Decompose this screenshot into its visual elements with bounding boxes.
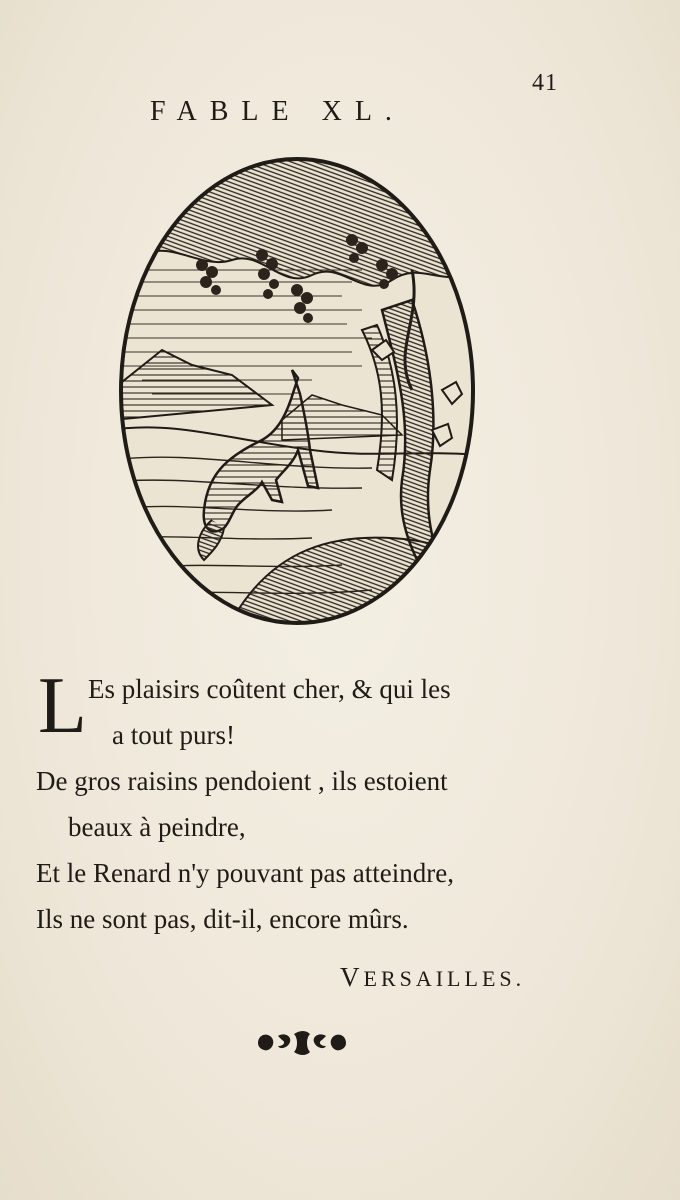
verse-line-2: a tout purs! xyxy=(112,720,235,750)
fable-text xyxy=(36,662,576,942)
tailpiece-ornament-icon xyxy=(254,1028,350,1058)
verse-line-4: beaux à peindre, xyxy=(68,812,246,842)
drop-cap: L xyxy=(38,662,87,750)
page-number: 41 xyxy=(532,70,558,96)
verse-line-5: Et le Renard n'y pouvant pas atteindre, xyxy=(36,858,454,888)
fox-and-grapes-illustration xyxy=(112,150,482,632)
verse-line-6: Ils ne sont pas, dit-il, encore mûrs. xyxy=(36,904,409,934)
verse-line-3: De gros raisins pendoient , ils estoient xyxy=(36,766,448,796)
signature-rest: ERSAILLES. xyxy=(363,966,526,991)
signature xyxy=(340,962,525,993)
verse-line-1: Es plaisirs coûtent cher, & qui les xyxy=(88,674,451,704)
signature-initial: V xyxy=(340,962,364,992)
running-head: FABLE XL. xyxy=(150,96,405,127)
opening-lines xyxy=(36,662,576,758)
